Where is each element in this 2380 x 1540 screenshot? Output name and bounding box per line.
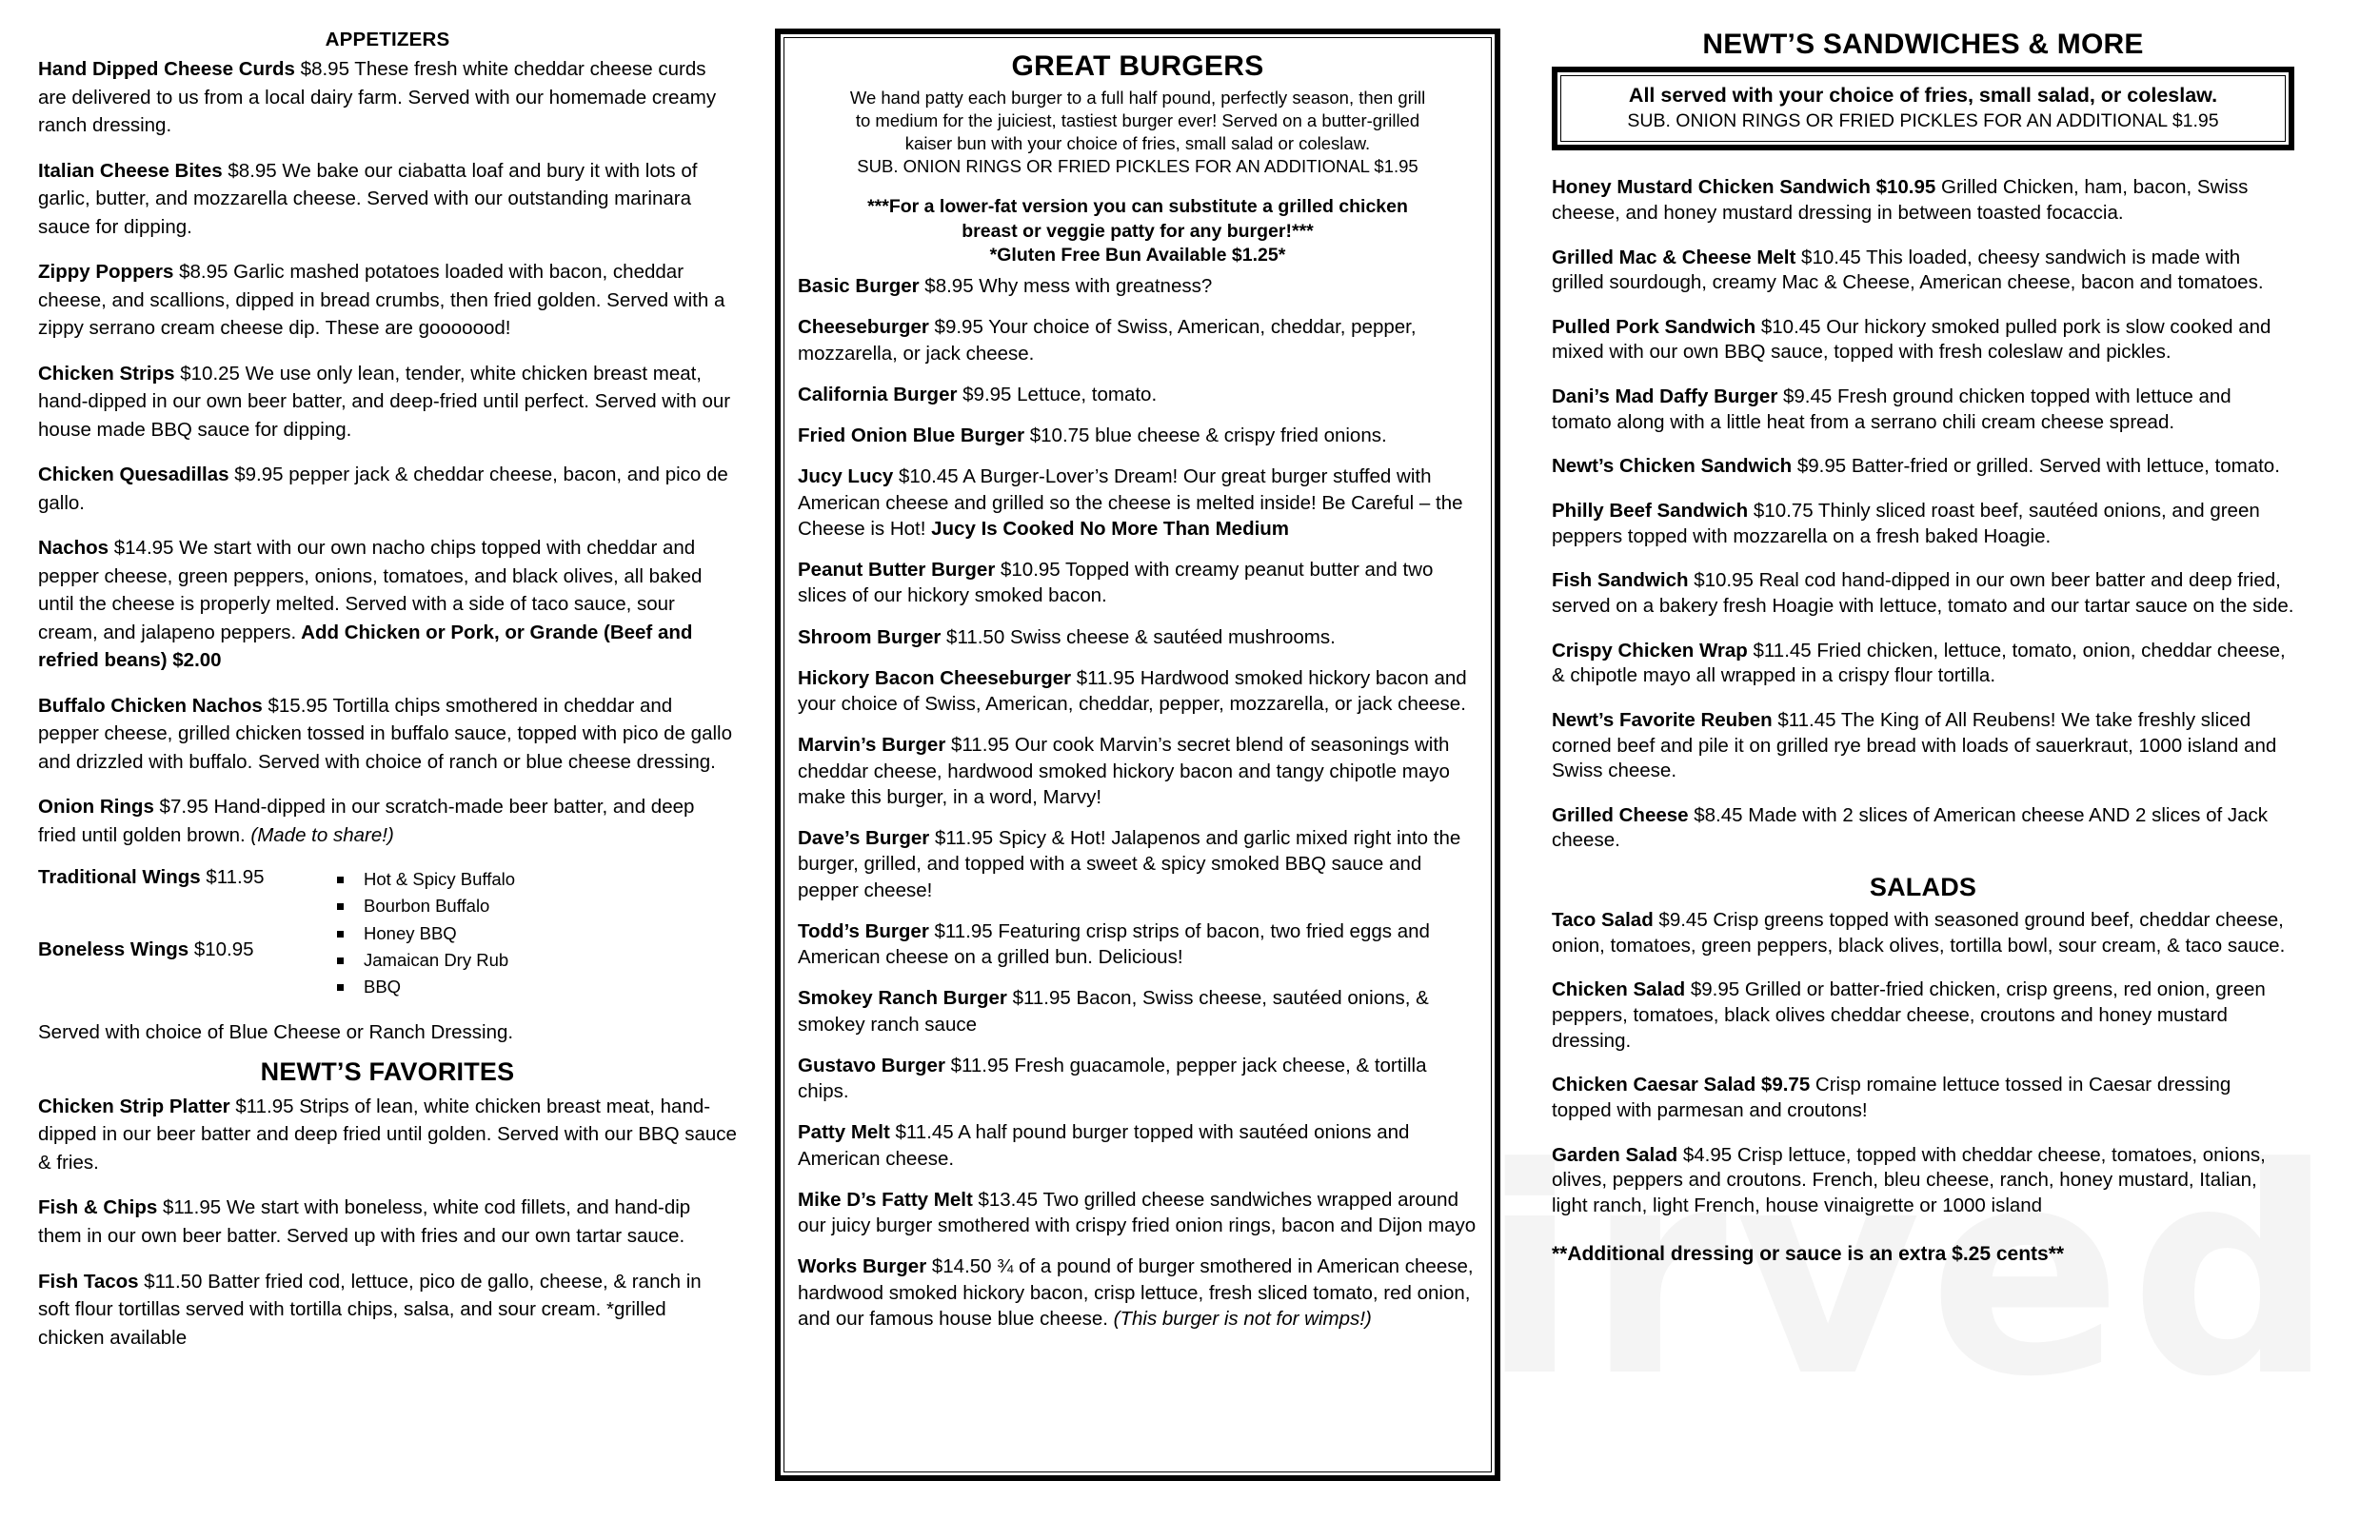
menu-item-price: $10.95 — [1688, 569, 1754, 592]
menu-item-name: Italian Cheese Bites — [38, 159, 223, 182]
great-burgers-box-inner — [783, 37, 1492, 1472]
great-burgers-intro-line: SUB. ONION RINGS OR FRIED PICKLES FOR AN ADDITIONAL $1.95 — [857, 156, 1418, 177]
menu-item — [1552, 908, 2294, 958]
salads-list — [1552, 908, 2294, 1218]
menu-item-price: $11.95 — [929, 827, 994, 850]
wings-prices — [38, 866, 324, 1000]
menu-item-description: Batter-fried or grilled. Served with lettuce, tomato. — [1846, 455, 2280, 478]
menu-item — [798, 665, 1478, 718]
menu-item — [798, 557, 1478, 609]
menu-item-price: $9.95 — [1792, 455, 1847, 478]
menu-item-name: Cheeseburger — [798, 316, 929, 339]
menu-item-price: $8.95 — [173, 261, 228, 284]
menu-item-name: Chicken Salad — [1552, 978, 1686, 1001]
menu-item-price: $11.50 — [138, 1270, 203, 1293]
menu-item-description: Garlic mashed potatoes loaded with bacon, cheddar cheese, and scallions, dipped in bread crumbs, then fried golden. Served with a zippy serrano cream cheese dip. These are gooooood! — [38, 261, 725, 340]
menu-item-description: Grilled Chicken, ham, bacon, Swiss cheese, and honey mustard dressing in between toasted focaccia. — [1552, 176, 2249, 224]
menu-item-name: Chicken Strip Platter — [38, 1095, 230, 1117]
great-burgers-sub-line: ***For a lower-fat version you can substitute a grilled chicken — [867, 196, 1408, 218]
menu-item-description: Topped with creamy peanut butter and two slices of our hickory smoked bacon. — [798, 559, 1434, 607]
menu-item-price: $9.95 — [1685, 978, 1740, 1001]
menu-item-price: $9.95 — [957, 383, 1012, 405]
menu-item-price: $11.95 — [945, 734, 1010, 757]
menu-item-price: $9.45 — [1777, 385, 1833, 408]
menu-item-name: Philly Beef Sandwich — [1552, 500, 1749, 523]
wings-dressing-note: Served with choice of Blue Cheese or Ranch Dressing. — [38, 1020, 514, 1043]
menu-item — [38, 157, 737, 242]
menu-item-description: Crisp greens topped with seasoned ground beef, cheddar cheese, onion, tomatoes, green peppers, black olives, tortilla bowl, sour cream, & taco sauce. — [1552, 909, 2286, 957]
menu-item-price: $10.75 — [1024, 424, 1090, 447]
menu-item-price: $8.95 — [294, 58, 349, 80]
great-burgers-intro — [798, 87, 1478, 178]
menu-item-price: $11.95 — [157, 1196, 222, 1219]
menu-item-name: Patty Melt — [798, 1121, 890, 1144]
menu-item — [38, 692, 737, 777]
menu-item-note: (Made to share!) — [245, 823, 394, 846]
menu-item-price: $11.95 — [1071, 666, 1135, 689]
menu-item-description: We use only lean, tender, white chicken breast meat, hand-dipped in our own beer batter, and deep-fried until perfect. Served with our house made BBQ sauce for dipping. — [38, 362, 731, 441]
menu-item-name: Basic Burger — [798, 275, 920, 298]
menu-item-price: $11.95 — [229, 1095, 294, 1117]
wings-block — [38, 866, 737, 1000]
menu-item-description: This loaded, cheesy sandwich is made with grilled sourdough, creamy Mac & Cheese, American cheese, bacon and tomatoes. — [1552, 246, 2264, 294]
sandwiches-served-box — [1552, 67, 2294, 150]
newts-favorites-title: NEWT’S FAVORITES — [260, 1056, 515, 1086]
menu-item-price: $11.50 — [941, 625, 1005, 648]
menu-item — [38, 1268, 737, 1352]
menu-item — [798, 985, 1478, 1037]
menu-item-price: $9.45 — [1653, 909, 1708, 932]
menu-item — [798, 464, 1478, 542]
salads-title: SALADS — [1869, 873, 1977, 902]
menu-item-price: $15.95 — [262, 694, 328, 717]
menu-item — [38, 461, 737, 517]
menu-item-description: Bacon, Swiss cheese, sautéed onions, & smokey ranch sauce — [798, 987, 1429, 1036]
dressing-footnote: **Additional dressing or sauce is an extra $.25 cents** — [1552, 1243, 2065, 1266]
menu-item — [1552, 454, 2294, 480]
menu-item-description: Fresh guacamole, pepper jack cheese, & tortilla chips. — [798, 1054, 1427, 1103]
menu-item-name: Grilled Mac & Cheese Melt — [1552, 246, 1796, 268]
menu-item-name: Newt’s Chicken Sandwich — [1552, 455, 1793, 478]
wing-flavor-item: Honey BBQ — [331, 920, 515, 947]
menu-item-name: Honey Mustard Chicken Sandwich $10.95 — [1552, 176, 1936, 199]
menu-item-description: Crisp romaine lettuce tossed in Caesar dressing topped with parmesan and croutons! — [1552, 1074, 2231, 1121]
great-burgers-intro-line: to medium for the juiciest, tastiest burger ever! Served on a butter-grilled — [855, 110, 1420, 131]
menu-item-description: Your choice of Swiss, American, cheddar, pepper, mozzarella, or jack cheese. — [798, 316, 1417, 365]
menu-item — [798, 1254, 1478, 1332]
menu-item — [1552, 803, 2294, 854]
menu-item-price: $9.95 — [228, 464, 284, 486]
wing-flavor-item: Jamaican Dry Rub — [331, 947, 515, 974]
menu-item-name: Onion Rings — [38, 796, 154, 819]
menu-item-name: Fish Sandwich — [1552, 569, 1689, 592]
wing-flavor-item: Bourbon Buffalo — [331, 893, 515, 919]
menu-item-name: Chicken Caesar Salad $9.75 — [1552, 1074, 1811, 1096]
great-burgers-title: GREAT BURGERS — [1011, 50, 1264, 82]
menu-item-name: Shroom Burger — [798, 625, 942, 648]
menu-item-description: A Burger-Lover’s Dream! Our great burger stuffed with American cheese and grilled so the cheese is melted inside! Be Careful – the Cheese is Hot! — [798, 465, 1463, 540]
menu-item-name: Works Burger — [798, 1255, 927, 1278]
wing-flavor-item: BBQ — [331, 974, 515, 1000]
menu-item-name: California Burger — [798, 383, 958, 405]
menu-item-price: $11.45 — [1747, 639, 1812, 661]
menu-item-description: Our cook Marvin’s secret blend of seasonings with cheddar cheese, hardwood smoked hickory bacon and tangy chipotle mayo make this burger, in a word, Marvy! — [798, 734, 1450, 808]
menu-item — [1552, 708, 2294, 784]
menu-item-description: Lettuce, tomato. — [1011, 383, 1158, 405]
menu-item — [798, 1187, 1478, 1239]
menu-item-price: $11.45 — [1772, 708, 1836, 731]
menu-item-name: Buffalo Chicken Nachos — [38, 694, 263, 717]
menu-item-name: Hickory Bacon Cheeseburger — [798, 666, 1072, 689]
menu-item — [798, 1119, 1478, 1172]
menu-item-description: Why mess with greatness? — [973, 275, 1213, 298]
menu-item-name: Chicken Quesadillas — [38, 464, 229, 486]
menu-item — [1552, 246, 2294, 296]
menu-item-description: Real cod hand-dipped in our own beer batter and deep fried, served on a bakery fresh Hoagie with lettuce, tomato and our tartar sauce on the side. — [1552, 569, 2294, 617]
sandwiches-served-box-inner — [1560, 75, 2286, 142]
appetizers-list — [38, 55, 737, 849]
menu-item-name: Dani’s Mad Daffy Burger — [1552, 385, 1778, 408]
menu-item-name: Fish Tacos — [38, 1270, 139, 1293]
menu-item-description: Fresh ground chicken topped with lettuce and tomato along with a little heat from a serrano chili cream cheese spread. — [1552, 385, 2231, 433]
menu-item-price: $8.95 — [919, 275, 974, 298]
menu-item-name: Jucy Lucy — [798, 465, 894, 488]
menu-item-name: Nachos — [38, 537, 109, 560]
menu-item-description: The King of All Reubens! We take freshly sliced corned beef and pile it on grilled rye bread with loads of sauerkraut, 1000 island and Swiss cheese. — [1552, 708, 2277, 782]
menu-item-description: Our hickory smoked pulled pork is slow cooked and mixed with our own BBQ sauce, topped with fresh coleslaw and pickles. — [1552, 315, 2271, 364]
menu-item-price: $10.95 — [995, 559, 1061, 582]
menu-item-price: $10.45 — [1795, 246, 1861, 268]
menu-item-description: blue cheese & crispy fried onions. — [1089, 424, 1387, 447]
menu-item-name: Dave’s Burger — [798, 827, 930, 850]
menu-item-price: $10.45 — [893, 465, 959, 488]
menu-item-price: $10.45 — [1755, 315, 1821, 338]
menu-item-description: Strips of lean, white chicken breast meat, hand-dipped in our beer batter and deep fried until golden. Served with our BBQ sauce & fries. — [38, 1095, 737, 1174]
wing-flavors-list — [324, 866, 515, 1000]
served-note-line-2: SUB. ONION RINGS OR FRIED PICKLES FOR AN ADDITIONAL $1.95 — [1627, 109, 2219, 131]
left-column — [38, 29, 762, 1530]
menu-item-description: Hardwood smoked hickory bacon and your choice of Swiss, American, cheddar, pepper, mozzarella, or jack cheese. — [798, 666, 1467, 716]
menu-item-description: These fresh white cheddar cheese curds are delivered to us from a local dairy farm. Served with our homemade creamy ranch dressing. — [38, 58, 717, 137]
wings-price-row — [38, 938, 324, 961]
menu-item — [38, 1194, 737, 1250]
right-column — [1514, 29, 2294, 1530]
great-burgers-intro-line: kaiser bun with your choice of fries, small salad or coleslaw. — [904, 133, 1371, 154]
menu-item-name: Mike D’s Fatty Melt — [798, 1188, 973, 1211]
menu-item — [1552, 977, 2294, 1054]
wing-flavor-item: Hot & Spicy Buffalo — [331, 866, 515, 893]
wings-name: Traditional Wings — [38, 866, 201, 889]
menu-item-description: We start with our own nacho chips topped with cheddar and pepper cheese, green peppers, onions, tomatoes, and black olives, all baked until the cheese is properly melted. Served with a side of taco sauce, sour cream, and jalapeno peppers. — [38, 537, 703, 643]
menu-item-name: Grilled Cheese — [1552, 803, 1689, 826]
menu-item-name: Crispy Chicken Wrap — [1552, 639, 1748, 661]
menu-item-description: Thinly sliced roast beef, sautéed onions, and green peppers topped with mozzarella on a fresh baked Hoagie. — [1552, 500, 2260, 547]
menu-item — [1552, 499, 2294, 549]
menu-item-price: $9.95 — [928, 316, 983, 339]
menu-item-name: Fried Onion Blue Burger — [798, 424, 1025, 447]
menu-item-description: A half pound burger topped with sautéed onions and American cheese. — [798, 1121, 1410, 1170]
menu-item-name: Garden Salad — [1552, 1143, 1678, 1166]
great-burgers-sub-line: *Gluten Free Bun Available $1.25* — [989, 244, 1286, 266]
menu-item — [38, 258, 737, 343]
menu-item — [798, 314, 1478, 366]
wings-price-row — [38, 866, 324, 889]
great-burgers-box — [775, 29, 1500, 1481]
menu-item — [1552, 1143, 2294, 1219]
menu-item-description: Made with 2 slices of American cheese AND 2 slices of Jack cheese. — [1552, 803, 2269, 852]
menu-item — [38, 793, 737, 849]
menu-item-price: $10.75 — [1748, 500, 1814, 523]
great-burgers-substitution-note — [798, 195, 1478, 267]
menu-item-name: Newt’s Favorite Reuben — [1552, 708, 1773, 731]
menu-item-name: Zippy Poppers — [38, 261, 174, 284]
menu-item-name: Smokey Ranch Burger — [798, 987, 1007, 1010]
menu-item-emphasis: Jucy Is Cooked No More Than Medium — [925, 517, 1290, 540]
menu-item — [1552, 639, 2294, 689]
menu-item — [798, 732, 1478, 810]
menu-item-description: Tortilla chips smothered in cheddar and pepper cheese, grilled chicken tossed in buffalo sauce, topped with pico de gallo and drizzled with buffalo. Served with choice of ranch or blue cheese dressing. — [38, 694, 732, 773]
menu-item — [38, 1093, 737, 1177]
menu-item-name: Taco Salad — [1552, 909, 1654, 932]
menu-item-name: Gustavo Burger — [798, 1054, 945, 1076]
menu-item — [798, 918, 1478, 971]
menu-item-description: Two grilled cheese sandwiches wrapped around our juicy burger smothered with crispy fried onion rings, bacon and Dijon mayo — [798, 1188, 1477, 1237]
menu-item-description: Grilled or batter-fried chicken, crisp greens, red onion, green peppers, tomatoes, black olives cheddar cheese, croutons and honey mustard dressing. — [1552, 978, 2266, 1052]
menu-item-description: Featuring crisp strips of bacon, two fried eggs and American cheese on a grilled bun. Delicious! — [798, 919, 1430, 969]
served-note-line-1: All served with your choice of fries, small salad, or coleslaw. — [1628, 84, 2218, 107]
great-burgers-sub-line: breast or veggie patty for any burger!*** — [962, 220, 1314, 242]
menu-item-name: Marvin’s Burger — [798, 734, 946, 757]
menu-item — [1552, 1073, 2294, 1123]
menu-item — [1552, 568, 2294, 619]
menu-item-note: (This burger is not for wimps!) — [1107, 1307, 1372, 1330]
menu-item-price: $11.95 — [928, 919, 993, 942]
menu-item — [798, 382, 1478, 407]
menu-item-description: Swiss cheese & sautéed mushrooms. — [1004, 625, 1336, 648]
wings-name: Boneless Wings — [38, 938, 189, 961]
menu-item-price: $11.95 — [944, 1054, 1009, 1076]
menu-item — [38, 534, 737, 675]
menu-item-price: $7.95 — [153, 796, 208, 819]
menu-item-description: Batter fried cod, lettuce, pico de gallo, cheese, & ranch in soft flour tortillas served with tortilla chips, salsa, and sour cream. *grilled chicken available — [38, 1270, 702, 1349]
menu-item-description: We bake our ciabatta loaf and bury it with lots of garlic, butter, and mozzarella cheese. Served with our outstanding marinara sauce for dipping. — [38, 159, 698, 238]
menu-item-price: $13.45 — [972, 1188, 1039, 1211]
menu-item — [798, 273, 1478, 299]
menu-item-description: Spicy & Hot! Jalapenos and garlic mixed right into the burger, grilled, and topped with a sweet & spicy smoked BBQ sauce and pepper cheese! — [798, 827, 1461, 901]
great-burgers-header — [798, 48, 1478, 178]
appetizers-title: APPETIZERS — [325, 29, 450, 50]
menu-item — [38, 55, 737, 140]
menu-item-price: $11.95 — [1006, 987, 1071, 1010]
menu-item — [798, 423, 1478, 448]
menu-item — [38, 360, 737, 444]
great-burgers-intro-line: We hand patty each burger to a full half pound, perfectly season, then grill — [849, 88, 1426, 108]
middle-column — [762, 29, 1514, 1530]
menu-item-price: $14.50 — [926, 1255, 992, 1278]
menu-item-name: Chicken Strips — [38, 362, 175, 385]
burgers-list — [798, 273, 1478, 1332]
menu-item-name: Fish & Chips — [38, 1196, 158, 1219]
menu-item — [798, 825, 1478, 903]
sandwiches-list — [1552, 175, 2294, 854]
menu-item-emphasis: Add Chicken or Pork, or Grande (Beef and refried beans) $2.00 — [38, 621, 693, 672]
menu-item-name: Pulled Pork Sandwich — [1552, 315, 1756, 338]
menu-item — [798, 1053, 1478, 1105]
menu-item — [798, 624, 1478, 650]
menu-item-price: $11.45 — [889, 1121, 954, 1144]
menu-item — [1552, 315, 2294, 365]
menu-item-price: $10.25 — [174, 362, 240, 385]
menu-item-description: We start with boneless, white cod fillets, and hand-dip them in our own beer batter. Served up with fries and our own tartar sauce. — [38, 1196, 691, 1247]
menu-item-description: ¾ of a pound of burger smothered in American cheese, hardwood smoked hickory bacon, crisp lettuce, fresh sliced tomato, red onion, and our famous house blue cheese. — [798, 1255, 1474, 1330]
menu-item-name: Peanut Butter Burger — [798, 559, 996, 582]
menu-item-price: $8.45 — [1688, 803, 1743, 826]
menu-item-description: Fried chicken, lettuce, tomato, onion, cheddar cheese, & chipotle mayo all wrapped in a crispy flour tortilla. — [1552, 639, 2286, 687]
menu-item-price: $4.95 — [1677, 1143, 1733, 1166]
menu-item — [1552, 385, 2294, 435]
menu-item-description: Crisp lettuce, topped with cheddar cheese, tomatoes, onions, olives, peppers and croutons. French, bleu cheese, ranch, honey mustard, Italian, light ranch, light French, house vinaigrette or 1000 island — [1552, 1143, 2266, 1216]
sandwiches-title: NEWT’S SANDWICHES & MORE — [1702, 29, 2144, 60]
menu-item-description: Hand-dipped in our scratch-made beer batter, and deep fried until golden brown. — [38, 796, 695, 846]
wings-price: $11.95 — [200, 866, 265, 889]
wings-price: $10.95 — [188, 938, 254, 961]
menu-item-price: $14.95 — [109, 537, 174, 560]
menu-item-name: Hand Dipped Cheese Curds — [38, 58, 295, 80]
newts-favorites-list — [38, 1093, 737, 1352]
menu-item-name: Todd’s Burger — [798, 919, 929, 942]
menu-item — [1552, 175, 2294, 226]
menu-item-price: $8.95 — [222, 159, 277, 182]
menu-item-description: pepper jack & cheddar cheese, bacon, and pico de gallo. — [38, 464, 728, 514]
